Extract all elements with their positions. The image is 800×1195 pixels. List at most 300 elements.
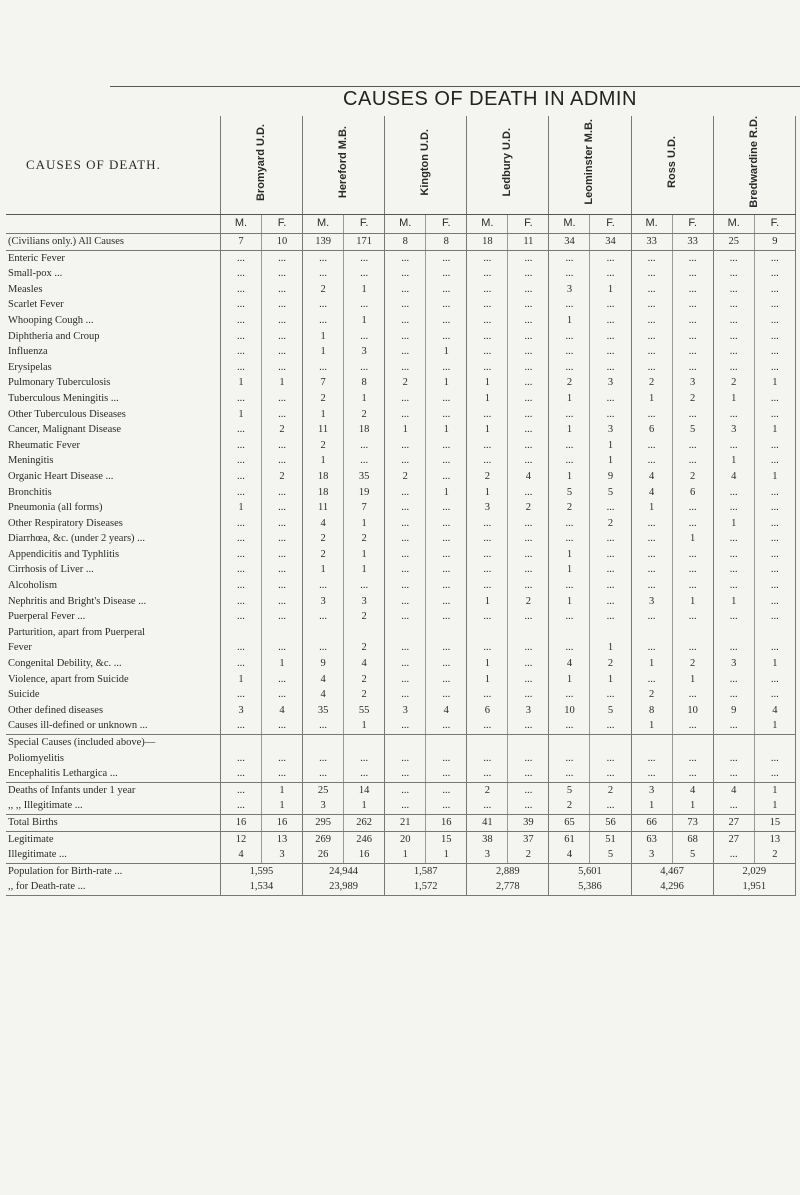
- female-header: F.: [426, 215, 467, 234]
- row-label: Population for Birth-rate ...: [6, 863, 220, 879]
- cell-value: 7: [303, 375, 344, 391]
- sex-header-blank: [6, 215, 220, 234]
- cell-value: 11: [303, 422, 344, 438]
- cause-row: [6, 609, 796, 625]
- cell-value: ...: [631, 578, 672, 594]
- cell-value: 1: [467, 656, 508, 672]
- cell-value: ...: [303, 297, 344, 313]
- cell-value: ...: [220, 250, 261, 266]
- cell-value: 2: [344, 609, 385, 625]
- cause-row: [6, 313, 796, 329]
- row-label: Congenital Debility, &c. ...: [6, 656, 220, 672]
- cell-value: 18: [303, 469, 344, 485]
- district-name: Kington U.D.: [419, 128, 432, 196]
- cause-row: [6, 594, 796, 610]
- cell-value: ...: [754, 282, 795, 298]
- cell-value: 3: [261, 847, 302, 863]
- cell-value: ...: [426, 672, 467, 688]
- cell-value: 1: [344, 516, 385, 532]
- cell-value: ...: [303, 766, 344, 782]
- cell-value: 10: [549, 703, 590, 719]
- cell-value: 139: [303, 234, 344, 251]
- cell-value: 5: [549, 782, 590, 798]
- cell-value: ...: [426, 282, 467, 298]
- row-label: Causes ill-defined or unknown ...: [6, 718, 220, 734]
- cell-value: 51: [590, 831, 631, 847]
- blank-cell: [344, 735, 385, 751]
- cell-value: ...: [426, 329, 467, 345]
- cell-value: ...: [467, 329, 508, 345]
- cell-value: [754, 625, 795, 641]
- cell-value: ...: [549, 687, 590, 703]
- population-value: 1,534: [220, 879, 302, 895]
- cell-value: 20: [385, 831, 426, 847]
- cell-value: ...: [549, 266, 590, 282]
- population-value: 23,989: [303, 879, 385, 895]
- cell-value: ...: [672, 297, 713, 313]
- blank-cell: [672, 735, 713, 751]
- cell-value: 4: [508, 469, 549, 485]
- blank-cell: [220, 735, 261, 751]
- cell-value: 11: [508, 234, 549, 251]
- cell-value: ...: [549, 578, 590, 594]
- cell-value: ...: [385, 297, 426, 313]
- cell-value: 34: [590, 234, 631, 251]
- cell-value: 1: [467, 391, 508, 407]
- cell-value: 6: [672, 485, 713, 501]
- cell-value: 1: [220, 407, 261, 423]
- cell-value: 3: [344, 344, 385, 360]
- cell-value: 3: [385, 703, 426, 719]
- district-name: Leominster M.B.: [583, 119, 596, 205]
- cell-value: 13: [261, 831, 302, 847]
- cell-value: ...: [261, 640, 302, 656]
- cell-value: ...: [385, 672, 426, 688]
- cell-value: 1: [261, 798, 302, 814]
- cell-value: ...: [261, 329, 302, 345]
- cell-value: 18: [467, 234, 508, 251]
- cell-value: 2: [549, 500, 590, 516]
- cell-value: ...: [385, 718, 426, 734]
- cell-value: ...: [631, 531, 672, 547]
- district-name: Bredwardine R.D.: [747, 116, 760, 209]
- cell-value: 1: [303, 453, 344, 469]
- row-label: Other defined diseases: [6, 703, 220, 719]
- cell-value: 171: [344, 234, 385, 251]
- row-label: Violence, apart from Suicide: [6, 672, 220, 688]
- cell-value: ...: [590, 766, 631, 782]
- cell-value: 2: [261, 469, 302, 485]
- male-header: M.: [713, 215, 754, 234]
- cell-value: ...: [467, 453, 508, 469]
- cell-value: ...: [631, 453, 672, 469]
- cell-value: ...: [549, 250, 590, 266]
- cell-value: 4: [261, 703, 302, 719]
- cell-value: ...: [549, 329, 590, 345]
- cell-value: 2: [261, 422, 302, 438]
- cell-value: ...: [631, 516, 672, 532]
- cell-value: ...: [467, 766, 508, 782]
- cell-value: ...: [303, 250, 344, 266]
- cell-value: ...: [261, 562, 302, 578]
- cell-value: 2: [508, 847, 549, 863]
- cell-value: 27: [713, 814, 754, 831]
- causes-table: [6, 116, 796, 896]
- cell-value: 3: [303, 798, 344, 814]
- cell-value: ...: [426, 500, 467, 516]
- cell-value: ...: [590, 329, 631, 345]
- cell-value: ...: [631, 751, 672, 767]
- cell-value: ...: [631, 344, 672, 360]
- cause-row: [6, 344, 796, 360]
- row-label: (Civilians only.) All Causes: [6, 234, 220, 251]
- cell-value: ...: [508, 250, 549, 266]
- page-title: CAUSES OF DEATH IN ADMIN: [343, 88, 637, 110]
- cell-value: ...: [754, 609, 795, 625]
- cell-value: 3: [631, 782, 672, 798]
- cell-value: ...: [713, 500, 754, 516]
- cause-row: [6, 656, 796, 672]
- cell-value: ...: [220, 562, 261, 578]
- cell-value: 2: [303, 391, 344, 407]
- cell-value: ...: [426, 531, 467, 547]
- cell-value: ...: [508, 609, 549, 625]
- cell-value: ...: [713, 250, 754, 266]
- cell-value: ...: [754, 687, 795, 703]
- cell-value: 1: [344, 547, 385, 563]
- cell-value: ...: [713, 798, 754, 814]
- cell-value: ...: [303, 313, 344, 329]
- cell-value: 5: [549, 485, 590, 501]
- cell-value: ...: [672, 282, 713, 298]
- cell-value: ...: [220, 687, 261, 703]
- cell-value: ...: [754, 329, 795, 345]
- cell-value: ...: [385, 453, 426, 469]
- cell-value: ...: [590, 547, 631, 563]
- special-cause-row: [6, 766, 796, 782]
- row-label: Deaths of Infants under 1 year: [6, 782, 220, 798]
- row-label: Small-pox ...: [6, 266, 220, 282]
- cell-value: 5: [590, 703, 631, 719]
- cell-value: ...: [385, 751, 426, 767]
- cell-value: ...: [631, 562, 672, 578]
- cell-value: ...: [261, 391, 302, 407]
- cell-value: ...: [303, 360, 344, 376]
- cell-value: ...: [467, 751, 508, 767]
- infant-deaths-row: [6, 782, 796, 798]
- cell-value: ...: [549, 438, 590, 454]
- cell-value: ...: [385, 266, 426, 282]
- cell-value: ...: [754, 391, 795, 407]
- cell-value: ...: [549, 766, 590, 782]
- cell-value: ...: [549, 344, 590, 360]
- blank-cell: [385, 735, 426, 751]
- cell-value: 4: [220, 847, 261, 863]
- cell-value: ...: [261, 609, 302, 625]
- cell-value: ...: [754, 297, 795, 313]
- cause-row: [6, 562, 796, 578]
- cell-value: ...: [713, 609, 754, 625]
- cell-value: ...: [508, 485, 549, 501]
- cell-value: 1: [467, 485, 508, 501]
- cell-value: ...: [220, 656, 261, 672]
- female-header: F.: [261, 215, 302, 234]
- cell-value: ...: [631, 266, 672, 282]
- cell-value: 5: [590, 485, 631, 501]
- cell-value: 3: [467, 847, 508, 863]
- cell-value: 4: [754, 703, 795, 719]
- cell-value: 1: [261, 375, 302, 391]
- blank-cell: [426, 735, 467, 751]
- cell-value: 5: [590, 847, 631, 863]
- cell-value: ...: [220, 547, 261, 563]
- cell-value: 2: [467, 469, 508, 485]
- cell-value: ...: [220, 266, 261, 282]
- cell-value: ...: [220, 531, 261, 547]
- cell-value: 1: [549, 594, 590, 610]
- cell-value: ...: [261, 250, 302, 266]
- cell-value: ...: [590, 531, 631, 547]
- cell-value: 16: [261, 814, 302, 831]
- cell-value: 1: [426, 344, 467, 360]
- population-row: [6, 863, 796, 879]
- cell-value: 1: [672, 531, 713, 547]
- cell-value: 1: [590, 672, 631, 688]
- cell-value: 4: [303, 672, 344, 688]
- cell-value: 1: [220, 375, 261, 391]
- row-label: Pulmonary Tuberculosis: [6, 375, 220, 391]
- cell-value: 1: [713, 594, 754, 610]
- cell-value: ...: [426, 250, 467, 266]
- cell-value: 1: [754, 782, 795, 798]
- cell-value: 7: [344, 500, 385, 516]
- cell-value: 1: [590, 282, 631, 298]
- cell-value: 21: [385, 814, 426, 831]
- cell-value: [426, 625, 467, 641]
- cell-value: ...: [220, 469, 261, 485]
- cell-value: 1: [631, 500, 672, 516]
- cell-value: ...: [303, 718, 344, 734]
- cell-value: ...: [508, 782, 549, 798]
- cause-row: [6, 360, 796, 376]
- cell-value: 2: [590, 782, 631, 798]
- cell-value: ...: [220, 344, 261, 360]
- cause-row: [6, 407, 796, 423]
- cell-value: ...: [261, 485, 302, 501]
- cell-value: ...: [672, 516, 713, 532]
- cell-value: 15: [754, 814, 795, 831]
- population-value: 24,944: [303, 863, 385, 879]
- cell-value: ...: [220, 438, 261, 454]
- cell-value: ...: [631, 640, 672, 656]
- cell-value: ...: [590, 562, 631, 578]
- district-header: [549, 116, 631, 215]
- cell-value: ...: [385, 407, 426, 423]
- cell-value: ...: [467, 547, 508, 563]
- cell-value: 1: [344, 391, 385, 407]
- cell-value: 1: [672, 594, 713, 610]
- cell-value: 16: [426, 814, 467, 831]
- cell-value: ...: [590, 344, 631, 360]
- row-label: Puerperal Fever ...: [6, 609, 220, 625]
- cause-row: [6, 718, 796, 734]
- cell-value: ...: [426, 687, 467, 703]
- cell-value: 2: [344, 672, 385, 688]
- cell-value: 1: [344, 313, 385, 329]
- cell-value: ...: [631, 297, 672, 313]
- cell-value: 1: [303, 329, 344, 345]
- cell-value: ...: [549, 609, 590, 625]
- cell-value: ...: [631, 609, 672, 625]
- cause-row: [6, 672, 796, 688]
- cell-value: ...: [631, 766, 672, 782]
- cell-value: ...: [467, 798, 508, 814]
- cell-value: ...: [672, 329, 713, 345]
- cell-value: ...: [549, 531, 590, 547]
- cell-value: ...: [344, 438, 385, 454]
- cell-value: 1: [713, 453, 754, 469]
- cell-value: 1: [385, 422, 426, 438]
- cell-value: 2: [508, 500, 549, 516]
- cell-value: 18: [344, 422, 385, 438]
- cell-value: 2: [385, 375, 426, 391]
- cell-value: ...: [590, 313, 631, 329]
- cell-value: 3: [631, 847, 672, 863]
- cell-value: ...: [467, 718, 508, 734]
- cell-value: ...: [590, 266, 631, 282]
- cell-value: ...: [713, 360, 754, 376]
- cell-value: 3: [303, 594, 344, 610]
- causes-column-header: CAUSES OF DEATH.: [6, 116, 220, 215]
- cell-value: 1: [631, 718, 672, 734]
- cell-value: [303, 625, 344, 641]
- cell-value: 3: [631, 594, 672, 610]
- cause-row: [6, 531, 796, 547]
- cell-value: ...: [344, 266, 385, 282]
- cell-value: 2: [344, 531, 385, 547]
- cell-value: ...: [508, 407, 549, 423]
- cell-value: 9: [754, 234, 795, 251]
- cell-value: ...: [385, 562, 426, 578]
- cell-value: ...: [261, 266, 302, 282]
- cell-value: 262: [344, 814, 385, 831]
- cell-value: ...: [220, 282, 261, 298]
- cell-value: 12: [220, 831, 261, 847]
- special-causes-heading: Special Causes (included above)—: [6, 735, 220, 751]
- total-births-row: [6, 814, 796, 831]
- cell-value: ...: [344, 360, 385, 376]
- cell-value: 1: [303, 562, 344, 578]
- cell-value: ...: [754, 578, 795, 594]
- row-label: Suicide: [6, 687, 220, 703]
- cell-value: ...: [508, 282, 549, 298]
- cell-value: ...: [672, 718, 713, 734]
- cell-value: ...: [467, 516, 508, 532]
- cause-row: [6, 578, 796, 594]
- cell-value: ...: [426, 751, 467, 767]
- row-label: ,, for Death-rate ...: [6, 879, 220, 895]
- blank-cell: [713, 735, 754, 751]
- row-label: Scarlet Fever: [6, 297, 220, 313]
- cell-value: 9: [590, 469, 631, 485]
- cell-value: 8: [344, 375, 385, 391]
- row-label: Whooping Cough ...: [6, 313, 220, 329]
- cause-row: [6, 547, 796, 563]
- district-header: [713, 116, 795, 215]
- cell-value: 1: [549, 469, 590, 485]
- cell-value: ...: [426, 297, 467, 313]
- cell-value: ...: [220, 782, 261, 798]
- cell-value: 1: [754, 718, 795, 734]
- cell-value: 1: [385, 847, 426, 863]
- cell-value: ...: [385, 438, 426, 454]
- cell-value: ...: [754, 531, 795, 547]
- cell-value: 10: [672, 703, 713, 719]
- cell-value: ...: [713, 485, 754, 501]
- cell-value: ...: [426, 469, 467, 485]
- blank-cell: [508, 735, 549, 751]
- cell-value: ...: [220, 313, 261, 329]
- cell-value: 1: [754, 798, 795, 814]
- cell-value: 2: [467, 782, 508, 798]
- cell-value: ...: [385, 500, 426, 516]
- cell-value: ...: [303, 578, 344, 594]
- cell-value: ...: [754, 751, 795, 767]
- row-label: Other Respiratory Diseases: [6, 516, 220, 532]
- cell-value: 16: [344, 847, 385, 863]
- row-label: Rheumatic Fever: [6, 438, 220, 454]
- population-value: 1,595: [220, 863, 302, 879]
- cell-value: ...: [385, 485, 426, 501]
- special-cause-row: [6, 751, 796, 767]
- cell-value: ...: [754, 500, 795, 516]
- population-value: 5,601: [549, 863, 631, 879]
- cell-value: ...: [754, 562, 795, 578]
- cell-value: 1: [426, 485, 467, 501]
- cell-value: 4: [303, 516, 344, 532]
- row-label: Legitimate: [6, 831, 220, 847]
- cell-value: 295: [303, 814, 344, 831]
- cell-value: ...: [672, 313, 713, 329]
- cell-value: 26: [303, 847, 344, 863]
- cell-value: 4: [631, 469, 672, 485]
- cell-value: ...: [508, 640, 549, 656]
- cell-value: 19: [344, 485, 385, 501]
- cell-value: 1: [754, 656, 795, 672]
- row-label: Parturition, apart from Puerperal: [6, 625, 220, 641]
- cell-value: ...: [713, 640, 754, 656]
- cell-value: 1: [713, 516, 754, 532]
- cell-value: [220, 625, 261, 641]
- cell-value: 1: [754, 469, 795, 485]
- cell-value: ...: [220, 453, 261, 469]
- cell-value: [549, 625, 590, 641]
- cell-value: 16: [220, 814, 261, 831]
- female-header: F.: [508, 215, 549, 234]
- cell-value: ...: [261, 547, 302, 563]
- cause-row: [6, 640, 796, 656]
- cell-value: ...: [426, 640, 467, 656]
- cell-value: ...: [426, 438, 467, 454]
- district-name: Ross U.D.: [665, 136, 678, 189]
- cell-value: [508, 625, 549, 641]
- row-label: Other Tuberculous Diseases: [6, 407, 220, 423]
- cell-value: ...: [303, 609, 344, 625]
- district-header: [220, 116, 302, 215]
- cell-value: ...: [508, 516, 549, 532]
- cell-value: 4: [426, 703, 467, 719]
- cell-value: ...: [590, 594, 631, 610]
